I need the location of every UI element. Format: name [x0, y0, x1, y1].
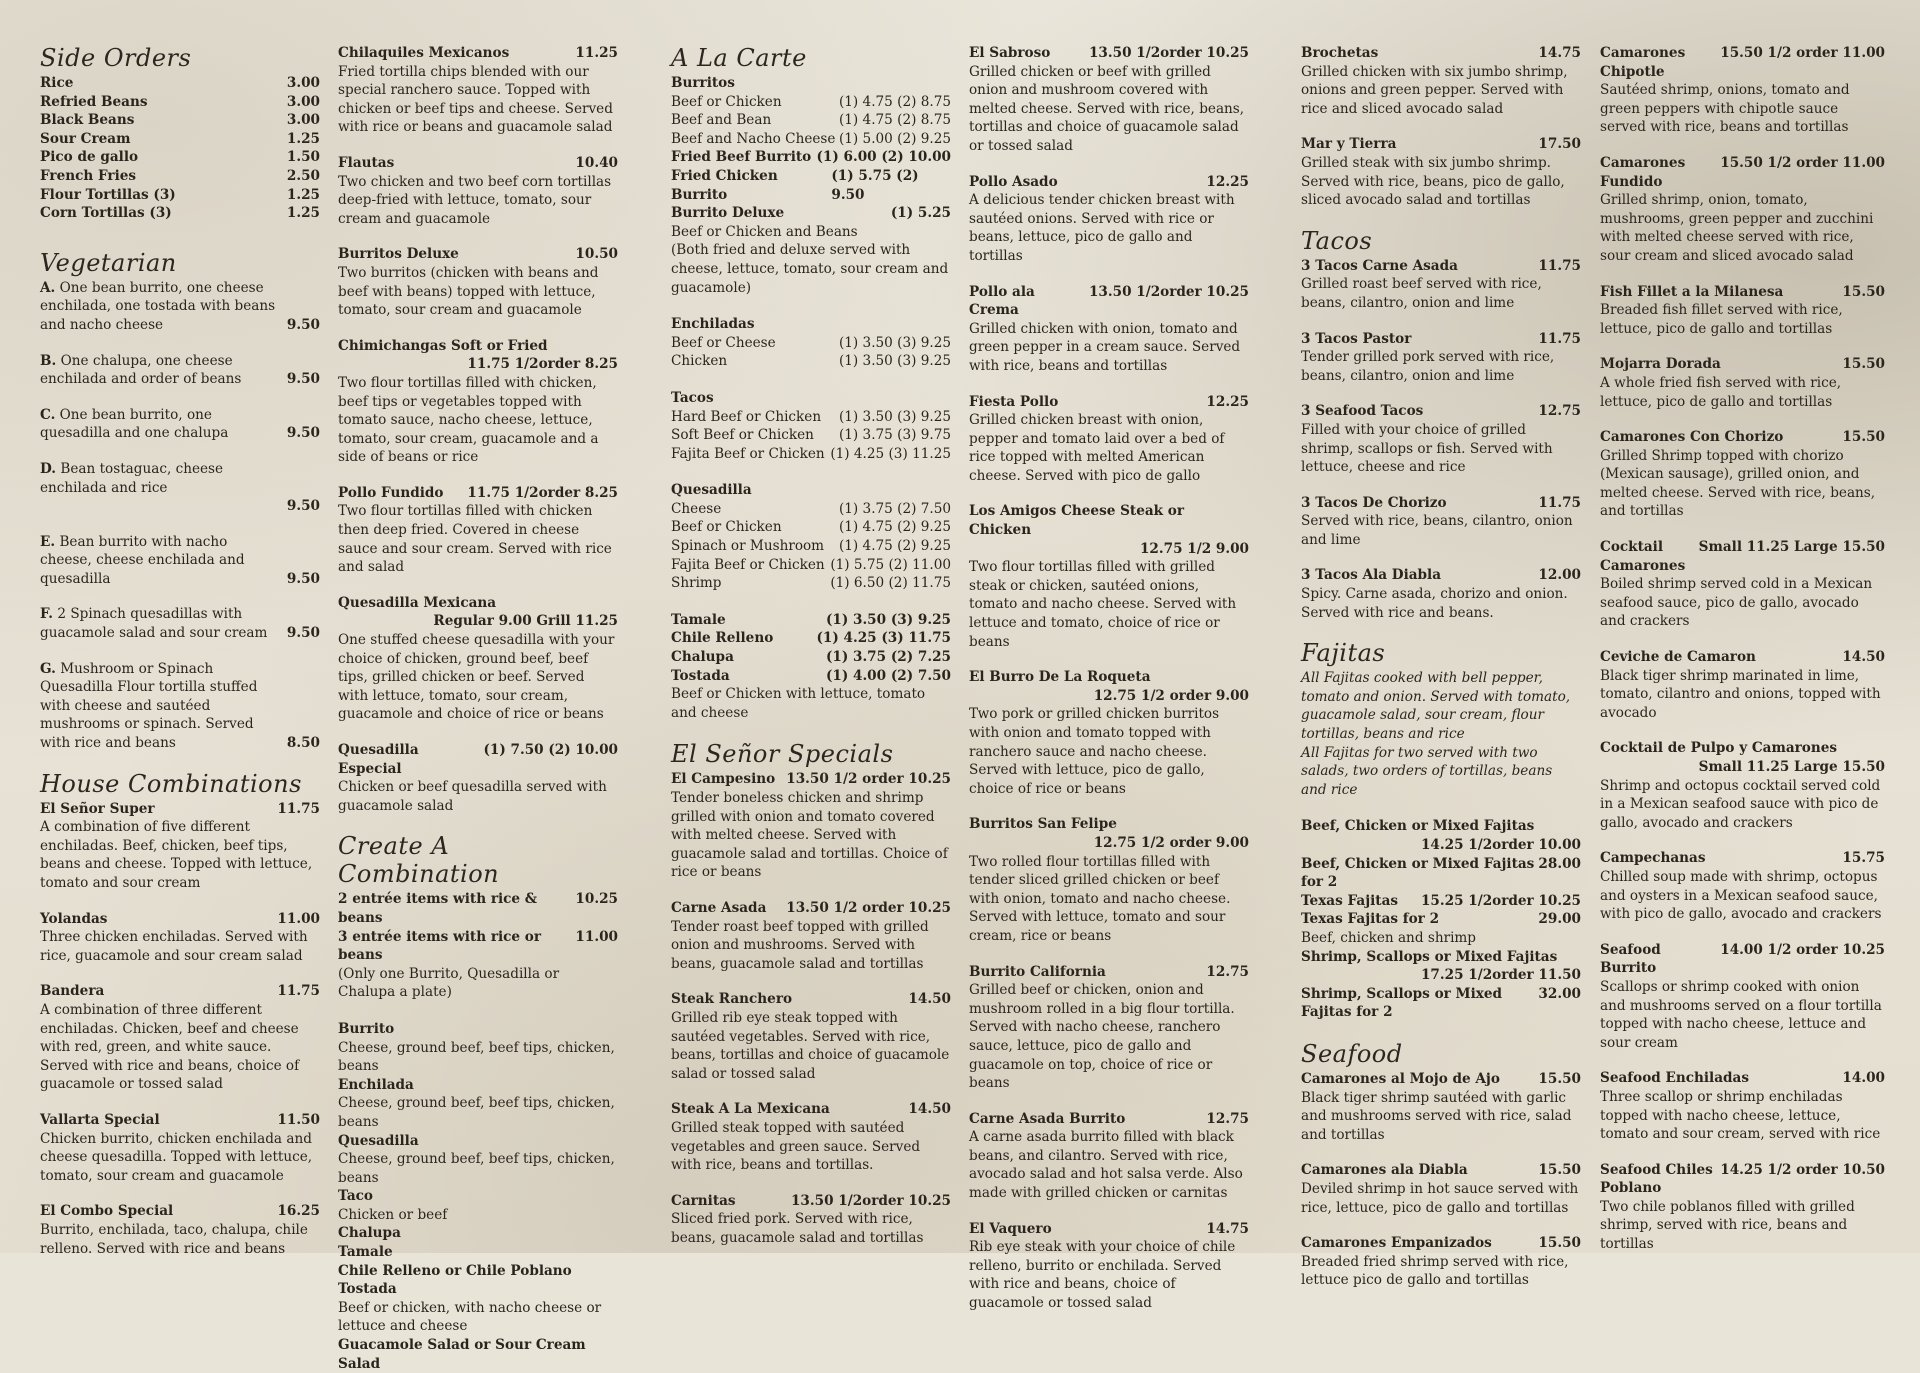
column-2	[338, 44, 618, 1373]
menu-item: Camarones Con Chorizo 15.50 Grilled Shrimp topped with chorizo (Mexican sausage), grilled onion, and melted cheese. Served with rice, beans, and tortillas	[1600, 429, 1885, 520]
section-title-create-combination: Create A Combination	[338, 832, 500, 889]
column-6	[1600, 44, 1885, 1271]
subsection-burritos: Burritos	[671, 75, 735, 91]
carte-item: Cheese (1) 3.75 (2) 7.50	[671, 500, 951, 517]
column-3	[671, 44, 951, 1264]
carte-item: Spinach or Mushroom (1) 4.75 (2) 9.25	[671, 538, 951, 555]
subsection-quesadilla: Quesadilla	[671, 482, 752, 499]
combo-choice: Tostada	[338, 1281, 397, 1298]
menu-item: El Burro De La Roqueta 12.75 1/2 order 9.00 Two pork or grilled chicken burritos with onion and tomato topped with ranchero sauce and nacho cheese. Served with lettuce, pico de gallo, choice of rice or beans	[969, 669, 1249, 797]
seafood-item: Camarones ala Diabla 15.50 Deviled shrimp in hot sauce served with rice, lettuce, pico de gallo and tortillas	[1301, 1162, 1581, 1216]
menu-item: Camarones Fundido 15.50 1/2 order 11.00 Grilled shrimp, onion, tomato, mushrooms, green pepper and zucchini with melted cheese served with rice, sour cream and sliced avocado salad	[1600, 154, 1885, 264]
carte-item: Burrito Deluxe (1) 5.25	[671, 205, 951, 222]
section-title-tacos: Tacos	[1301, 226, 1373, 255]
menu-item: Ceviche de Camaron 14.50 Black tiger shrimp marinated in lime, tomato, cilantro and onions, topped with avocado	[1600, 649, 1885, 721]
combo-choice-desc: Cheese, ground beef, beef tips, chicken, beans	[338, 1039, 615, 1075]
subsection-enchiladas: Enchiladas	[671, 316, 755, 333]
fajitas-note: All Fajitas for two served with two salads, two orders of tortillas, beans and rice	[1301, 744, 1553, 798]
spacer	[1301, 799, 1581, 817]
house-item: Vallarta Special 11.50 Chicken burrito, chicken enchilada and cheese quesadilla. Topped with lettuce, tomato, sour cream and guacamole	[40, 1111, 320, 1184]
carte-item: Beef or Chicken (1) 4.75 (2) 8.75	[671, 93, 951, 110]
combo-choice-desc: Cheese, ground beef, beef tips, chicken, beans	[338, 1095, 615, 1130]
section-title-seafood: Seafood	[1301, 1039, 1403, 1068]
fajita-line: Texas Fajitas for 2 29.00	[1301, 911, 1581, 928]
spacer	[338, 1002, 618, 1020]
menu-item: Burrito California 12.75 Grilled beef or chicken, onion and mushroom rolled in a big flour tortilla. Served with nacho cheese, ranchero sauce, lettuce, pico de gallo and guacamole on top, choice of rice or beans	[969, 963, 1249, 1092]
special-item: Carne Asada 13.50 1/2 order 10.25 Tender roast beef topped with grilled onion and mushrooms. Served with beans, guacamole salad and tortillas	[671, 899, 951, 972]
menu-item: Pollo Asado 12.25 A delicious tender chicken breast with sautéed onions. Served with rice or beans, lettuce, pico de gallo and tortillas	[969, 173, 1249, 264]
vegetarian-item: E. Bean burrito with nacho cheese, cheese enchilada and quesadilla 9.50	[40, 533, 320, 587]
menu-item: Pollo Fundido 11.75 1/2order 8.25 Two flour tortillas filled with chicken then deep fried. Covered in cheese sauce and sour cream. Served with rice and salad	[338, 484, 618, 576]
carte-item: Chicken (1) 3.50 (3) 9.25	[671, 353, 951, 370]
combo-choice: Quesadilla	[338, 1132, 419, 1149]
house-item: Yolandas 11.00 Three chicken enchiladas. Served with rice, guacamole and sour cream salad	[40, 910, 320, 964]
menu-item: Burritos San Felipe 12.75 1/2 order 9.00 Two rolled flour tortillas filled with tender sliced grilled chicken or beef with onion, tomato and nacho cheese. Served with lettuce, tomato and sour cream, rice or beans	[969, 816, 1249, 944]
special-item: El Campesino 13.50 1/2 order 10.25 Tender boneless chicken and shrimp grilled with onion and tomato covered with melted cheese. Served with guacamole salad and tortillas. Choice of rice or beans	[671, 771, 951, 881]
menu-item: Quesadilla Especial (1) 7.50 (2) 10.00 Chicken or beef quesadilla served with guacamole salad	[338, 742, 618, 814]
menu-item: Chimichangas Soft or Fried 11.75 1/2order 8.25 Two flour tortillas filled with chicken, beef tips or vegetables topped with tomato sauce, nacho cheese, lettuce, tomato, sour cream, guacamole and a side of beans or rice	[338, 337, 618, 466]
combo-choice-desc: Cheese, ground beef, beef tips, chicken, beans	[338, 1151, 615, 1186]
menu-item: Seafood Enchiladas 14.00 Three scallop or shrimp enchiladas topped with nacho cheese, lettuce, tomato and sour cream, served with rice	[1600, 1070, 1885, 1143]
combo-choice: Enchilada	[338, 1076, 414, 1093]
fajitas-note: All Fajitas cooked with bell pepper, tomato and onion. Served with tomato, guacamole salad, sour cream, flour tortillas, beans and rice	[1301, 670, 1571, 743]
spacer	[1301, 1022, 1581, 1040]
vegetarian-item: G. Mushroom or Spinach Quesadilla Flour tortilla stuffed with cheese and sautéed mushrooms or spinach. Served with rice and beans 8.50	[40, 660, 320, 752]
spacer	[671, 463, 951, 481]
carte-item: Fajita Beef or Chicken (1) 4.25 (3) 11.25	[671, 445, 951, 462]
side-order-item: French Fries 2.50	[40, 167, 320, 184]
menu-item: El Sabroso 13.50 1/2order 10.25 Grilled chicken or beef with grilled onion and mushroom covered with melted cheese. Served with rice, beans, tortillas and choice of guacamole salad or tossed salad	[969, 45, 1249, 154]
section-title-senor-specials: El Señor Specials	[671, 740, 894, 769]
combo-choice-desc: Chicken or beef	[338, 1206, 448, 1223]
fajita-line: Texas Fajitas 15.25 1/2order 10.25	[1301, 892, 1581, 909]
carte-item: Tostada (1) 4.00 (2) 7.50	[671, 667, 951, 684]
house-item: El Señor Super 11.75 A combination of five different enchiladas. Beef, chicken, beef tips, beans and cheese. Topped with lettuce, tomato and sour cream	[40, 800, 320, 891]
combo-note: (Only one Burrito, Quesadilla or Chalupa a plate)	[338, 965, 560, 1001]
vegetarian-item: C. One bean burrito, one quesadilla and one chalupa 9.50	[40, 406, 320, 442]
vegetarian-item: F. 2 Spinach quesadillas with guacamole salad and sour cream 9.50	[40, 606, 320, 642]
side-order-item: Rice 3.00	[40, 75, 320, 91]
carte-item: Beef or Chicken and Beans	[671, 223, 858, 240]
menu-item: Carne Asada Burrito 12.75 A carne asada burrito filled with black beans, and cilantro. Served with rice, avocado salad and hot salsa verde. Also made with grilled chicken or carnitas	[969, 1110, 1249, 1202]
menu-item: Seafood Chiles Poblano 14.25 1/2 order 10.50 Two chile poblanos filled with grilled shrimp, served with rice, beans and tortillas	[1600, 1161, 1885, 1253]
carte-item: Chile Relleno (1) 4.25 (3) 11.75	[671, 630, 951, 647]
menu-item: Mar y Tierra 17.50 Grilled steak with six jumbo shrimp. Served with rice, beans, pico de gallo, sliced avocado salad and tortillas	[1301, 136, 1581, 209]
combo-choice: Tamale	[338, 1244, 393, 1261]
side-order-item: Sour Cream 1.25	[40, 130, 320, 147]
fajita-line: Beef, Chicken or Mixed Fajitas for 2 28.00	[1301, 855, 1581, 891]
tostada-note: Beef or Chicken with lettuce, tomato and cheese	[671, 686, 926, 721]
taco-item: 3 Tacos Pastor 11.75 Tender grilled pork served with rice, beans, cilantro, onion and lime	[1301, 330, 1581, 384]
fajita-line: Shrimp, Scallops or Mixed Fajitas for 2 32.00	[1301, 985, 1581, 1021]
carte-item: Shrimp (1) 6.50 (2) 11.75	[671, 575, 951, 592]
house-item: El Combo Special 16.25 Burrito, enchilada, taco, chalupa, chile relleno. Served with rice and beans	[40, 1203, 320, 1257]
menu-item: Burritos Deluxe 10.50 Two burritos (chicken with beans and beef with beans) topped with lettuce, tomato, sour cream and guacamole	[338, 246, 618, 319]
carte-item: Soft Beef or Chicken (1) 3.75 (3) 9.75	[671, 427, 951, 444]
menu-item: Mojarra Dorada 15.50 A whole fried fish served with rice, lettuce, pico de gallo and tortillas	[1600, 356, 1885, 410]
taco-item: 3 Tacos Ala Diabla 12.00 Spicy. Carne asada, chorizo and onion. Served with rice and beans.	[1301, 567, 1581, 621]
menu-item: Cocktail Camarones Small 11.25 Large 15.50 Boiled shrimp served cold in a Mexican seafood sauce, pico de gallo, avocado and crackers	[1600, 539, 1885, 630]
side-orders-list	[40, 74, 320, 223]
column-5	[1301, 44, 1581, 1307]
special-item: Steak A La Mexicana 14.50 Grilled steak topped with sautéed vegetables and green sauce. Served with rice, beans and tortillas.	[671, 1101, 951, 1174]
spacer	[40, 223, 320, 249]
menu-item: Los Amigos Cheese Steak or Chicken 12.75 1/2 9.00 Two flour tortillas filled with grilled steak or chicken, sautéed onions, tomato and nacho cheese. Served with lettuce and tomato, choice of rice or beans	[969, 503, 1249, 650]
section-title-vegetarian: Vegetarian	[40, 248, 177, 277]
subsection-tacos: Tacos	[671, 389, 714, 406]
menu-item: Seafood Burrito 14.00 1/2 order 10.25 Scallops or shrimp cooked with onion and mushrooms served on a flour tortilla topped with nacho cheese, lettuce and sour cream	[1600, 941, 1885, 1051]
side-order-item: Refried Beans 3.00	[40, 93, 320, 110]
vegetarian-item: B. One chalupa, one cheese enchilada and order of beans 9.50	[40, 352, 320, 388]
vegetarian-item: D. Bean tostaguac, cheese enchilada and rice 9.50	[40, 460, 320, 515]
menu-item: Fish Fillet a la Milanesa 15.50 Breaded fish fillet served with rice, lettuce, pico de gallo and tortillas	[1600, 283, 1885, 337]
carte-item: Hard Beef or Chicken (1) 3.50 (3) 9.25	[671, 408, 951, 425]
special-item: Steak Ranchero 14.50 Grilled rib eye steak topped with sautéed vegetables. Served with rice, beans, tortillas and choice of guacamole salad or tossed salad	[671, 991, 951, 1082]
carte-item: Fried Beef Burrito (1) 6.00 (2) 10.00	[671, 149, 951, 166]
spacer	[671, 722, 951, 740]
carte-item: Fajita Beef or Chicken (1) 5.75 (2) 11.00	[671, 556, 951, 573]
section-title-house-combinations: House Combinations	[40, 769, 302, 798]
fajita-note: Beef, chicken and shrimp	[1301, 929, 1477, 946]
carte-item: Chalupa (1) 3.75 (2) 7.25	[671, 649, 951, 666]
side-order-item: Flour Tortillas (3) 1.25	[40, 186, 320, 203]
column-1	[40, 44, 320, 1275]
spacer	[671, 593, 951, 611]
seafood-item: Camarones Empanizados 15.50 Breaded fried shrimp served with rice, lettuce pico de gallo and tortillas	[1301, 1235, 1581, 1289]
spacer	[671, 371, 951, 389]
menu-item: Pollo ala Crema 13.50 1/2order 10.25 Grilled chicken with onion, tomato and green pepper in a cream sauce. Served with rice, beans and tortillas	[969, 283, 1249, 374]
combo-choice: Guacamole Salad or Sour Cream Salad	[338, 1337, 586, 1372]
carte-item: Fried Chicken Burrito (1) 5.75 (2) 9.50	[671, 167, 919, 203]
menu-item: Cocktail de Pulpo y Camarones Small 11.25 Large 15.50 Shrimp and octopus cocktail served cold in a Mexican seafood sauce with pico de gallo, avocado and crackers	[1600, 740, 1885, 831]
section-title-fajitas: Fajitas	[1301, 639, 1386, 668]
fajita-price: 17.25 1/2order 11.50	[1420, 967, 1581, 984]
menu-item: Brochetas 14.75 Grilled chicken with six jumbo shrimp, onions and green pepper. Served with rice and sliced avocado salad	[1301, 45, 1581, 117]
house-item: Bandera 11.75 A combination of three different enchiladas. Chicken, beef and cheese with red, green, and white sauce. Served with rice and beans, choice of guacamole or tossed salad	[40, 983, 320, 1093]
side-order-item: Corn Tortillas (3) 1.25	[40, 205, 320, 222]
fajita-line: Shrimp, Scallops or Mixed Fajitas	[1301, 948, 1558, 965]
combo-option: 2 entrée items with rice & beans 10.25	[338, 891, 618, 926]
carte-item: Beef and Nacho Cheese (1) 5.00 (2) 9.25	[671, 130, 951, 147]
column-4	[969, 44, 1249, 1330]
combo-option: 3 entrée items with rice or beans 11.00	[338, 928, 618, 964]
combo-choice: Chalupa	[338, 1225, 401, 1242]
burritos-note: (Both fried and deluxe served with cheese, lettuce, tomato, sour cream and guacamole)	[671, 242, 949, 296]
taco-item: 3 Seafood Tacos 12.75 Filled with your choice of grilled shrimp, scallops or fish. Served with lettuce, cheese and rice	[1301, 403, 1581, 476]
carte-item: Beef and Bean (1) 4.75 (2) 8.75	[671, 112, 951, 129]
taco-item: 3 Tacos De Chorizo 11.75 Served with rice, beans, cilantro, onion and lime	[1301, 494, 1581, 548]
vegetarian-item: A. One bean burrito, one cheese enchilada, one tostada with beans and nacho cheese 9.50	[40, 279, 320, 333]
spacer	[671, 297, 951, 315]
special-item: Carnitas 13.50 1/2order 10.25 Sliced fried pork. Served with rice, beans, guacamole salad and tortillas	[671, 1192, 951, 1246]
menu-item: Quesadilla Mexicana Regular 9.00 Grill 11.25 One stuffed cheese quesadilla with your choice of chicken, ground beef, beef tips, grilled chicken or beef. Served with lettuce, tomato, sour cream, guacamole and choice of rice or beans	[338, 594, 618, 723]
combo-choice: Taco	[338, 1188, 373, 1205]
menu-item: Campechanas 15.75 Chilled soup made with shrimp, octopus and oysters in a Mexican seafood sauce, with pico de gallo, avocado and crackers	[1600, 850, 1885, 923]
side-order-item: Pico de gallo 1.50	[40, 149, 320, 166]
section-title-side-orders: Side Orders	[40, 44, 192, 72]
carte-item: Tamale (1) 3.50 (3) 9.25	[671, 611, 951, 628]
menu-item: Camarones Chipotle 15.50 1/2 order 11.00 Sautéed shrimp, onions, tomato and green peppers with chipotle sauce served with rice, beans and tortillas	[1600, 45, 1885, 136]
fajita-line: Beef, Chicken or Mixed Fajitas	[1301, 818, 1535, 835]
combo-choice: Burrito	[338, 1020, 395, 1037]
seafood-item: Camarones al Mojo de Ajo 15.50 Black tiger shrimp sautéed with garlic and mushrooms served with rice, salad and tortillas	[1301, 1070, 1581, 1143]
combo-choice: Chile Relleno or Chile Poblano	[338, 1262, 572, 1279]
fajita-price: 14.25 1/2order 10.00	[1420, 837, 1581, 853]
carte-item: Beef or Chicken (1) 4.75 (2) 9.25	[671, 519, 951, 536]
carte-item: Beef or Cheese (1) 3.50 (3) 9.25	[671, 334, 951, 351]
section-title-a-la-carte: A La Carte	[671, 44, 807, 72]
combo-choice-desc: Beef or chicken, with nacho cheese or lettuce and cheese	[338, 1299, 602, 1335]
taco-item: 3 Tacos Carne Asada 11.75 Grilled roast beef served with rice, beans, cilantro, onion and lime	[1301, 257, 1581, 311]
menu-item: Flautas 10.40 Two chicken and two beef corn tortillas deep-fried with lettuce, tomato, sour cream and guacamole	[338, 154, 618, 227]
side-order-item: Black Beans 3.00	[40, 112, 320, 129]
menu-item: Chilaquiles Mexicanos 11.25 Fried tortilla chips blended with our special ranchero sauce. Topped with chicken or beef tips and cheese. Served with rice or beans and guacamole salad	[338, 45, 618, 136]
menu-item: El Vaquero 14.75 Rib eye steak with your choice of chile relleno, burrito or enchilada. Served with rice and beans, choice of guacamole or tossed salad	[969, 1220, 1249, 1312]
menu-item: Fiesta Pollo 12.25 Grilled chicken breast with onion, pepper and tomato laid over a bed of rice topped with melted American cheese. Served with pico de gallo	[969, 393, 1249, 484]
